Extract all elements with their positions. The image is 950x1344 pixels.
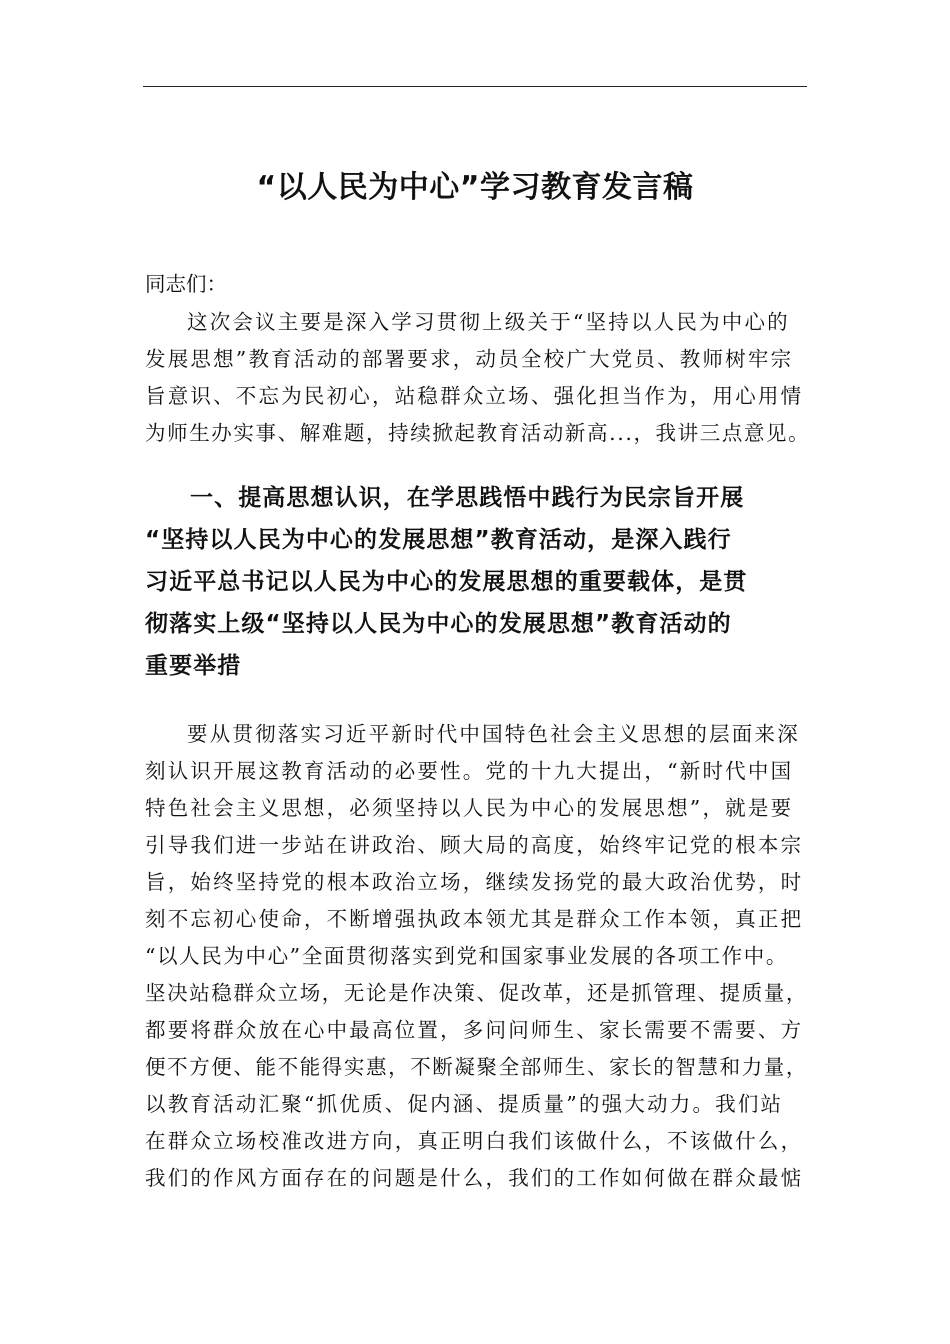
section-heading-line: “坚持以人民为中心的发展思想”教育活动，是深入践行 [145,527,732,553]
intro-line: 为师生办实事、解难题，持续掀起教育活动新高...，我讲三点意见。 [145,421,811,445]
body-line: 刻不忘初心使命，不断增强执政本领尤其是群众工作本领，真正把 [145,907,804,931]
section-heading-line: 彻落实上级“坚持以人民为中心的发展思想”教育活动的 [145,611,732,637]
intro-line: 这次会议主要是深入学习贯彻上级关于“坚持以人民为中心的 [187,310,790,334]
document-title: “以人民为中心”学习教育发言稿 [256,170,694,205]
body-line: 我们的作风方面存在的问题是什么，我们的工作如何做在群众最惦 [145,1166,804,1190]
body-line: 便不方便、能不能得实惠，不断凝聚全部师生、家长的智慧和力量， [145,1055,808,1079]
body-line: 特色社会主义思想，必须坚持以人民为中心的发展思想”，就是要 [145,796,794,820]
body-line: 要从贯彻落实习近平新时代中国特色社会主义思想的层面来深 [187,722,800,746]
body-line: “以人民为中心”全面贯彻落实到党和国家事业发展的各项工作中。 [145,944,788,968]
section-heading-line: 习近平总书记以人民为中心的发展思想的重要载体，是贯 [145,569,748,595]
body-line: 都要将群众放在心中最高位置，多问问师生、家长需要不需要、方 [145,1018,804,1042]
section-heading-line: 重要举措 [145,653,242,679]
salutation: 同志们： [145,272,227,296]
section-heading-line: 一、提高思想认识，在学思践悟中践行为民宗旨开展 [190,485,745,511]
body-line: 旨，始终坚持党的根本政治立场，继续发扬党的最大政治优势，时 [145,870,804,894]
body-line: 引导我们进一步站在讲政治、顾大局的高度，始终牢记党的根本宗 [145,833,804,857]
body-line: 在群众立场校准改进方向，真正明白我们该做什么，不该做什么， [145,1129,804,1153]
intro-line: 旨意识、不忘为民初心，站稳群众立场、强化担当作为，用心用情 [145,384,804,408]
intro-line: 发展思想”教育活动的部署要求，动员全校广大党员、教师树牢宗 [145,347,794,371]
header-rule [143,86,807,87]
body-line: 坚决站稳群众立场，无论是作决策、促改革，还是抓管理、提质量， [145,981,808,1005]
body-line: 以教育活动汇聚“抓优质、促内涵、提质量”的强大动力。我们站 [145,1092,784,1116]
body-line: 刻认识开展这教育活动的必要性。党的十九大提出，“新时代中国 [145,759,794,783]
